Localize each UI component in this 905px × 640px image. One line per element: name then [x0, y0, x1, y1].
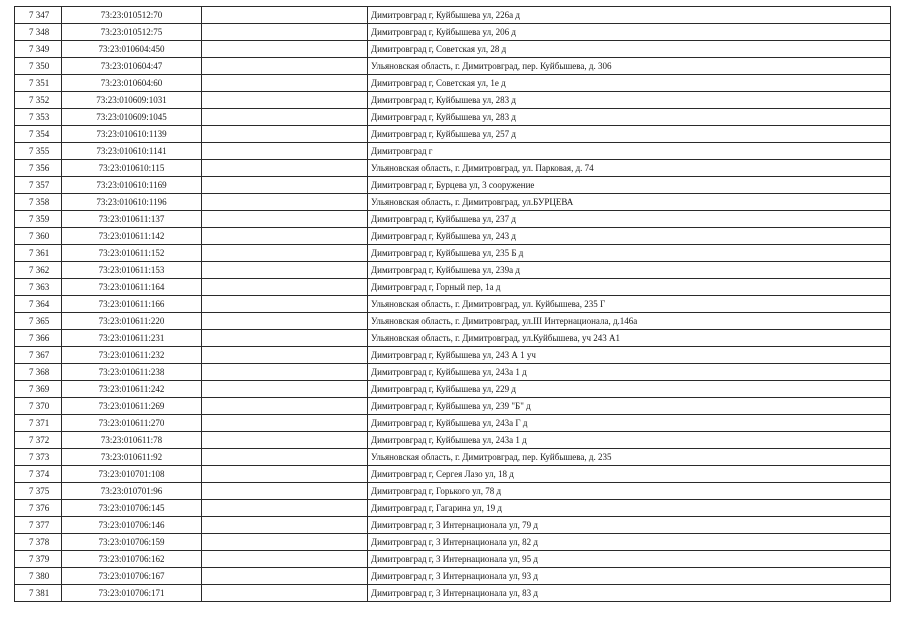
empty-cell [202, 517, 368, 534]
cadastral-number-cell: 73:23:010611:232 [62, 347, 202, 364]
row-number-cell: 7 374 [15, 466, 62, 483]
row-number-cell: 7 370 [15, 398, 62, 415]
empty-cell [202, 126, 368, 143]
cadastral-number-cell: 73:23:010706:145 [62, 500, 202, 517]
table-row [15, 500, 891, 517]
row-number-cell: 7 348 [15, 24, 62, 41]
cadastral-number-cell: 73:23:010611:166 [62, 296, 202, 313]
empty-cell [202, 347, 368, 364]
empty-cell [202, 551, 368, 568]
cadastral-number-cell: 73:23:010611:137 [62, 211, 202, 228]
address-cell: Димитровград г, Куйбышева ул, 226а д [368, 7, 891, 24]
empty-cell [202, 466, 368, 483]
row-number-cell: 7 368 [15, 364, 62, 381]
table-row [15, 415, 891, 432]
table-row [15, 585, 891, 602]
table-row [15, 398, 891, 415]
row-number-cell: 7 375 [15, 483, 62, 500]
table-row [15, 245, 891, 262]
cadastral-number-cell: 73:23:010512:75 [62, 24, 202, 41]
cadastral-number-cell: 73:23:010611:92 [62, 449, 202, 466]
address-cell: Ульяновская область, г. Димитровград, ул. Парковая, д. 74 [368, 160, 891, 177]
cadastral-number-cell: 73:23:010611:220 [62, 313, 202, 330]
address-cell: Димитровград г, Куйбышева ул, 206 д [368, 24, 891, 41]
table-row [15, 330, 891, 347]
address-cell: Димитровград г, Куйбышева ул, 243а 1 д [368, 432, 891, 449]
row-number-cell: 7 360 [15, 228, 62, 245]
address-cell: Димитровград г, Советская ул, 1е д [368, 75, 891, 92]
address-cell: Ульяновская область, г. Димитровград, ул.Куйбышева, уч 243 А1 [368, 330, 891, 347]
empty-cell [202, 364, 368, 381]
empty-cell [202, 58, 368, 75]
registry-table [14, 6, 891, 602]
empty-cell [202, 449, 368, 466]
empty-cell [202, 568, 368, 585]
address-cell: Димитровград г, 3 Интернационала ул, 93 д [368, 568, 891, 585]
table-row [15, 126, 891, 143]
cadastral-number-cell: 73:23:010611:231 [62, 330, 202, 347]
cadastral-number-cell: 73:23:010701:108 [62, 466, 202, 483]
row-number-cell: 7 359 [15, 211, 62, 228]
table-row [15, 228, 891, 245]
row-number-cell: 7 361 [15, 245, 62, 262]
row-number-cell: 7 365 [15, 313, 62, 330]
row-number-cell: 7 379 [15, 551, 62, 568]
table-row [15, 483, 891, 500]
empty-cell [202, 534, 368, 551]
row-number-cell: 7 381 [15, 585, 62, 602]
table-row [15, 160, 891, 177]
address-cell: Димитровград г, 3 Интернационала ул, 83 д [368, 585, 891, 602]
address-cell: Ульяновская область, г. Димитровград, пер. Куйбышева, д. 235 [368, 449, 891, 466]
row-number-cell: 7 367 [15, 347, 62, 364]
empty-cell [202, 228, 368, 245]
empty-cell [202, 500, 368, 517]
empty-cell [202, 432, 368, 449]
address-cell: Димитровград г, Куйбышева ул, 239 "Б" д [368, 398, 891, 415]
address-cell: Димитровград г, Сергея Лазо ул, 18 д [368, 466, 891, 483]
row-number-cell: 7 355 [15, 143, 62, 160]
table-row [15, 75, 891, 92]
address-cell: Димитровград г, Гагарина ул, 19 д [368, 500, 891, 517]
address-cell: Димитровград г, Горный пер, 1а д [368, 279, 891, 296]
cadastral-number-cell: 73:23:010512:70 [62, 7, 202, 24]
empty-cell [202, 585, 368, 602]
row-number-cell: 7 358 [15, 194, 62, 211]
table-row [15, 7, 891, 24]
empty-cell [202, 7, 368, 24]
empty-cell [202, 109, 368, 126]
row-number-cell: 7 350 [15, 58, 62, 75]
cadastral-number-cell: 73:23:010611:270 [62, 415, 202, 432]
row-number-cell: 7 362 [15, 262, 62, 279]
row-number-cell: 7 373 [15, 449, 62, 466]
row-number-cell: 7 364 [15, 296, 62, 313]
row-number-cell: 7 380 [15, 568, 62, 585]
table-row [15, 313, 891, 330]
table-row [15, 296, 891, 313]
table-row [15, 92, 891, 109]
empty-cell [202, 211, 368, 228]
cadastral-number-cell: 73:23:010610:1139 [62, 126, 202, 143]
empty-cell [202, 262, 368, 279]
cadastral-number-cell: 73:23:010610:115 [62, 160, 202, 177]
cadastral-number-cell: 73:23:010610:1196 [62, 194, 202, 211]
cadastral-number-cell: 73:23:010610:1141 [62, 143, 202, 160]
table-row [15, 58, 891, 75]
address-cell: Димитровград г, Куйбышева ул, 283 д [368, 92, 891, 109]
empty-cell [202, 194, 368, 211]
address-cell: Ульяновская область, г. Димитровград, пер. Куйбышева, д. 306 [368, 58, 891, 75]
row-number-cell: 7 377 [15, 517, 62, 534]
cadastral-number-cell: 73:23:010611:142 [62, 228, 202, 245]
table-row [15, 211, 891, 228]
empty-cell [202, 92, 368, 109]
address-cell: Димитровград г, Горького ул, 78 д [368, 483, 891, 500]
empty-cell [202, 41, 368, 58]
address-cell: Димитровград г, Куйбышева ул, 257 д [368, 126, 891, 143]
cadastral-number-cell: 73:23:010609:1045 [62, 109, 202, 126]
table-row [15, 143, 891, 160]
empty-cell [202, 313, 368, 330]
empty-cell [202, 398, 368, 415]
empty-cell [202, 245, 368, 262]
table-row [15, 517, 891, 534]
empty-cell [202, 415, 368, 432]
cadastral-number-cell: 73:23:010610:1169 [62, 177, 202, 194]
address-cell: Ульяновская область, г. Димитровград, ул.III Интернационала, д.146а [368, 313, 891, 330]
cadastral-number-cell: 73:23:010611:78 [62, 432, 202, 449]
cadastral-number-cell: 73:23:010611:269 [62, 398, 202, 415]
address-cell: Ульяновская область, г. Димитровград, ул.БУРЦЕВА [368, 194, 891, 211]
empty-cell [202, 381, 368, 398]
empty-cell [202, 177, 368, 194]
row-number-cell: 7 376 [15, 500, 62, 517]
cadastral-number-cell: 73:23:010706:171 [62, 585, 202, 602]
empty-cell [202, 75, 368, 92]
table-row [15, 364, 891, 381]
table-row [15, 347, 891, 364]
address-cell: Димитровград г, Куйбышева ул, 243 д [368, 228, 891, 245]
address-cell: Ульяновская область, г. Димитровград, ул. Куйбышева, 235 Г [368, 296, 891, 313]
address-cell: Димитровград г, Куйбышева ул, 229 д [368, 381, 891, 398]
table-row [15, 177, 891, 194]
row-number-cell: 7 349 [15, 41, 62, 58]
address-cell: Димитровград г, Куйбышева ул, 235 Б д [368, 245, 891, 262]
cadastral-number-cell: 73:23:010706:162 [62, 551, 202, 568]
address-cell: Димитровград г, Куйбышева ул, 239а д [368, 262, 891, 279]
table-row [15, 534, 891, 551]
address-cell: Димитровград г, Куйбышева ул, 283 д [368, 109, 891, 126]
row-number-cell: 7 347 [15, 7, 62, 24]
table-row [15, 466, 891, 483]
row-number-cell: 7 357 [15, 177, 62, 194]
table-row [15, 109, 891, 126]
empty-cell [202, 160, 368, 177]
address-cell: Димитровград г, 3 Интернационала ул, 79 д [368, 517, 891, 534]
document-page [14, 6, 890, 602]
table-row [15, 551, 891, 568]
row-number-cell: 7 352 [15, 92, 62, 109]
address-cell: Димитровград г, Советская ул, 28 д [368, 41, 891, 58]
table-row [15, 568, 891, 585]
cadastral-number-cell: 73:23:010611:152 [62, 245, 202, 262]
cadastral-number-cell: 73:23:010609:1031 [62, 92, 202, 109]
row-number-cell: 7 372 [15, 432, 62, 449]
cadastral-number-cell: 73:23:010604:47 [62, 58, 202, 75]
row-number-cell: 7 351 [15, 75, 62, 92]
table-row [15, 24, 891, 41]
cadastral-number-cell: 73:23:010611:242 [62, 381, 202, 398]
empty-cell [202, 143, 368, 160]
table-row [15, 279, 891, 296]
table-row [15, 381, 891, 398]
table-row [15, 194, 891, 211]
cadastral-number-cell: 73:23:010611:238 [62, 364, 202, 381]
cadastral-number-cell: 73:23:010604:450 [62, 41, 202, 58]
cadastral-number-cell: 73:23:010701:96 [62, 483, 202, 500]
table-row [15, 432, 891, 449]
cadastral-number-cell: 73:23:010706:159 [62, 534, 202, 551]
row-number-cell: 7 369 [15, 381, 62, 398]
address-cell: Димитровград г, Куйбышева ул, 243 А 1 уч [368, 347, 891, 364]
row-number-cell: 7 354 [15, 126, 62, 143]
table-row [15, 449, 891, 466]
address-cell: Димитровград г, 3 Интернационала ул, 95 д [368, 551, 891, 568]
empty-cell [202, 296, 368, 313]
address-cell: Димитровград г, Бурцева ул, 3 сооружение [368, 177, 891, 194]
empty-cell [202, 24, 368, 41]
cadastral-number-cell: 73:23:010611:153 [62, 262, 202, 279]
cadastral-number-cell: 73:23:010706:167 [62, 568, 202, 585]
table-row [15, 262, 891, 279]
cadastral-number-cell: 73:23:010611:164 [62, 279, 202, 296]
registry-table-body [15, 7, 891, 602]
address-cell: Димитровград г, Куйбышева ул, 243а Г д [368, 415, 891, 432]
row-number-cell: 7 378 [15, 534, 62, 551]
address-cell: Димитровград г, Куйбышева ул, 243а 1 д [368, 364, 891, 381]
cadastral-number-cell: 73:23:010706:146 [62, 517, 202, 534]
row-number-cell: 7 356 [15, 160, 62, 177]
address-cell: Димитровград г [368, 143, 891, 160]
empty-cell [202, 279, 368, 296]
row-number-cell: 7 353 [15, 109, 62, 126]
row-number-cell: 7 363 [15, 279, 62, 296]
row-number-cell: 7 366 [15, 330, 62, 347]
empty-cell [202, 330, 368, 347]
row-number-cell: 7 371 [15, 415, 62, 432]
cadastral-number-cell: 73:23:010604:60 [62, 75, 202, 92]
address-cell: Димитровград г, 3 Интернационала ул, 82 д [368, 534, 891, 551]
address-cell: Димитровград г, Куйбышева ул, 237 д [368, 211, 891, 228]
empty-cell [202, 483, 368, 500]
table-row [15, 41, 891, 58]
